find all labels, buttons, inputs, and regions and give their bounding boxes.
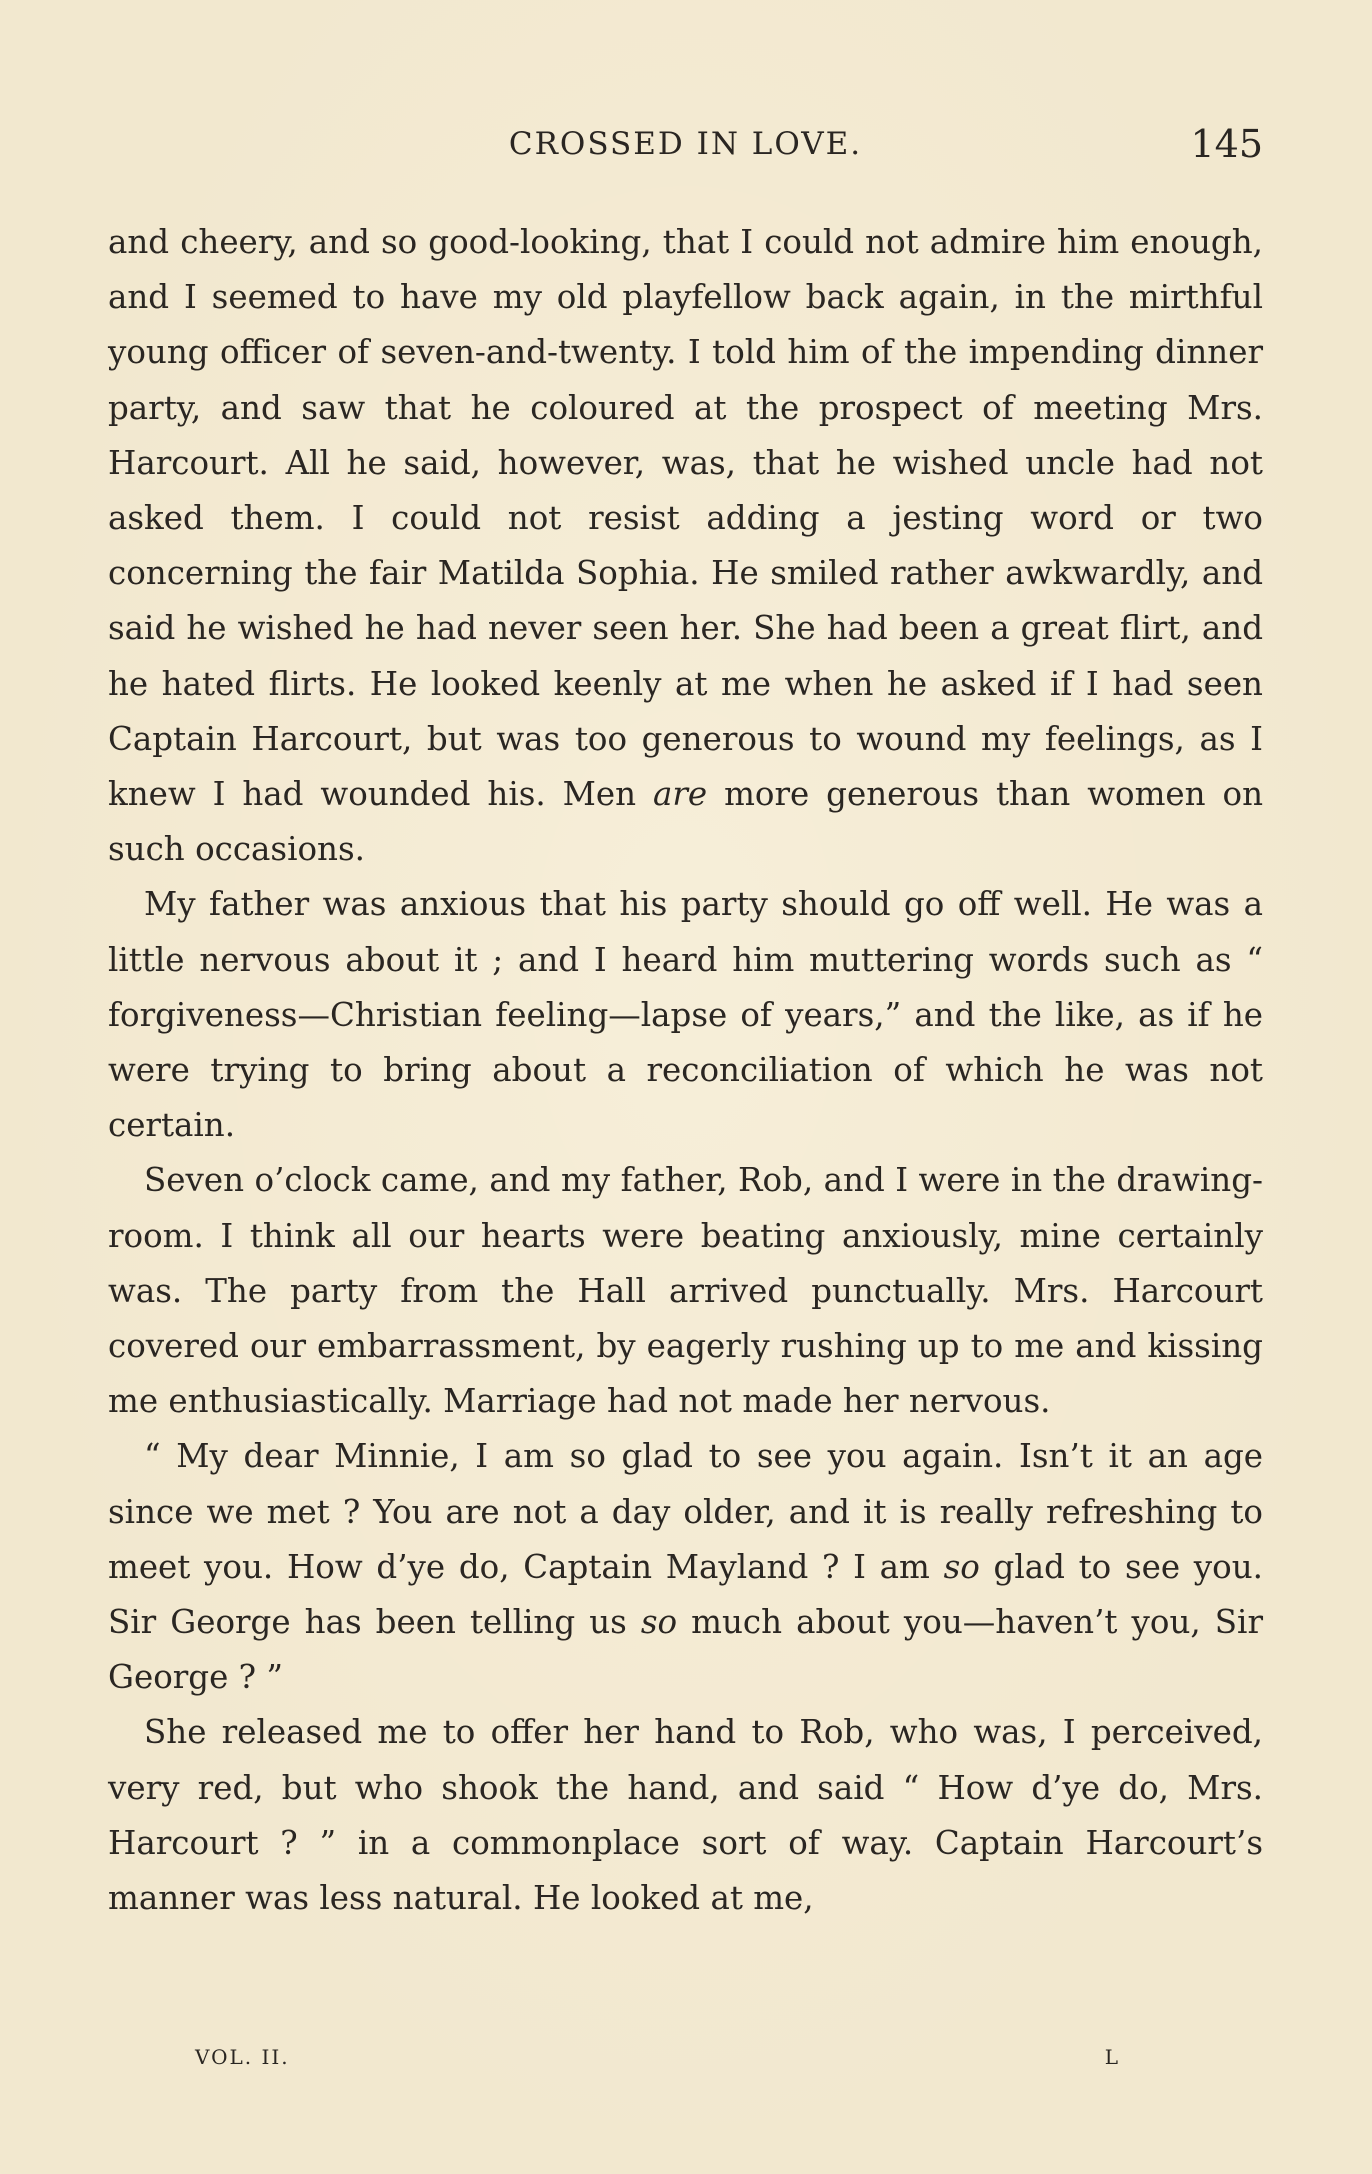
paragraph-3: Seven o’clock came, and my father, Rob, and I were in the drawing-room. I think all our hearts were beating anxiously, mine certainly was. The party from the Hall arrived punctually. Mrs. Harcourt covered our embarrassment, by eagerly rushing up to me and kissing me enthusiastically. Marriage had not made her nervous. [108, 1161, 1263, 1421]
running-title: CROSSED IN LOVE. [508, 126, 863, 162]
paragraph-1 [108, 215, 1263, 877]
text-run: much about you—haven’t you, Sir George ? ” [108, 1603, 1263, 1697]
text-run: more generous than women on such occasions. [108, 775, 1264, 869]
italic-text-run: are [653, 775, 708, 814]
paragraph-5: She released me to offer her hand to Rob, who was, I perceived, very red, but who shook the hand, and said “ How d’ye do, Mrs. Harcourt ? ” in a commonplace sort of way. Captain Harcourt’s manner was less natural. He looked at me, [108, 1713, 1263, 1918]
text-run: “ My dear Minnie, I am so glad to see you again. Isn’t it an age since we met ? You are not a day older, and it is really refreshing to meet you. How d’ye do, Captain Mayland ? I am [108, 1437, 1263, 1586]
paragraph-2: My father was anxious that his party should go off well. He was a little nervous about it ; and I heard him muttering words such as “ forgiveness—Christian feeling—lapse of years,” and the like, as if he were trying to bring about a reconciliation of which he was not certain. [108, 885, 1263, 1145]
volume-signature: VOL. II. [195, 2045, 290, 2069]
italic-text-run: so [640, 1603, 678, 1642]
page-footer [195, 2045, 1120, 2085]
gathering-signature: L [1104, 2045, 1120, 2069]
italic-text-run: so [943, 1547, 980, 1586]
body-text [108, 215, 1263, 1926]
paragraph-4 [108, 1429, 1263, 1705]
page-number: 145 [1190, 122, 1263, 166]
page-header [108, 122, 1263, 172]
text-run: glad to see you. Sir George has been telling us [108, 1547, 1263, 1642]
text-run: and cheery, and so good-looking, that I could not admire him enough, and I seemed to have my old playfellow back again, in the mirthful young officer of seven-and-twenty. I told him of the impending dinner party, and saw that he coloured at the prospect of meeting Mrs. Harcourt. All he said, however, was, that he wished uncle had not asked them. I could not resist adding a jesting word or two concerning the fair Matilda Sophia. He smiled rather awkwardly, and said he wished he had never seen her. She had been a great flirt, and he hated flirts. He looked keenly at me when he asked if I had seen Captain Harcourt, but was too generous to wound my feelings, as I knew I had wounded his. Men [108, 223, 1263, 814]
